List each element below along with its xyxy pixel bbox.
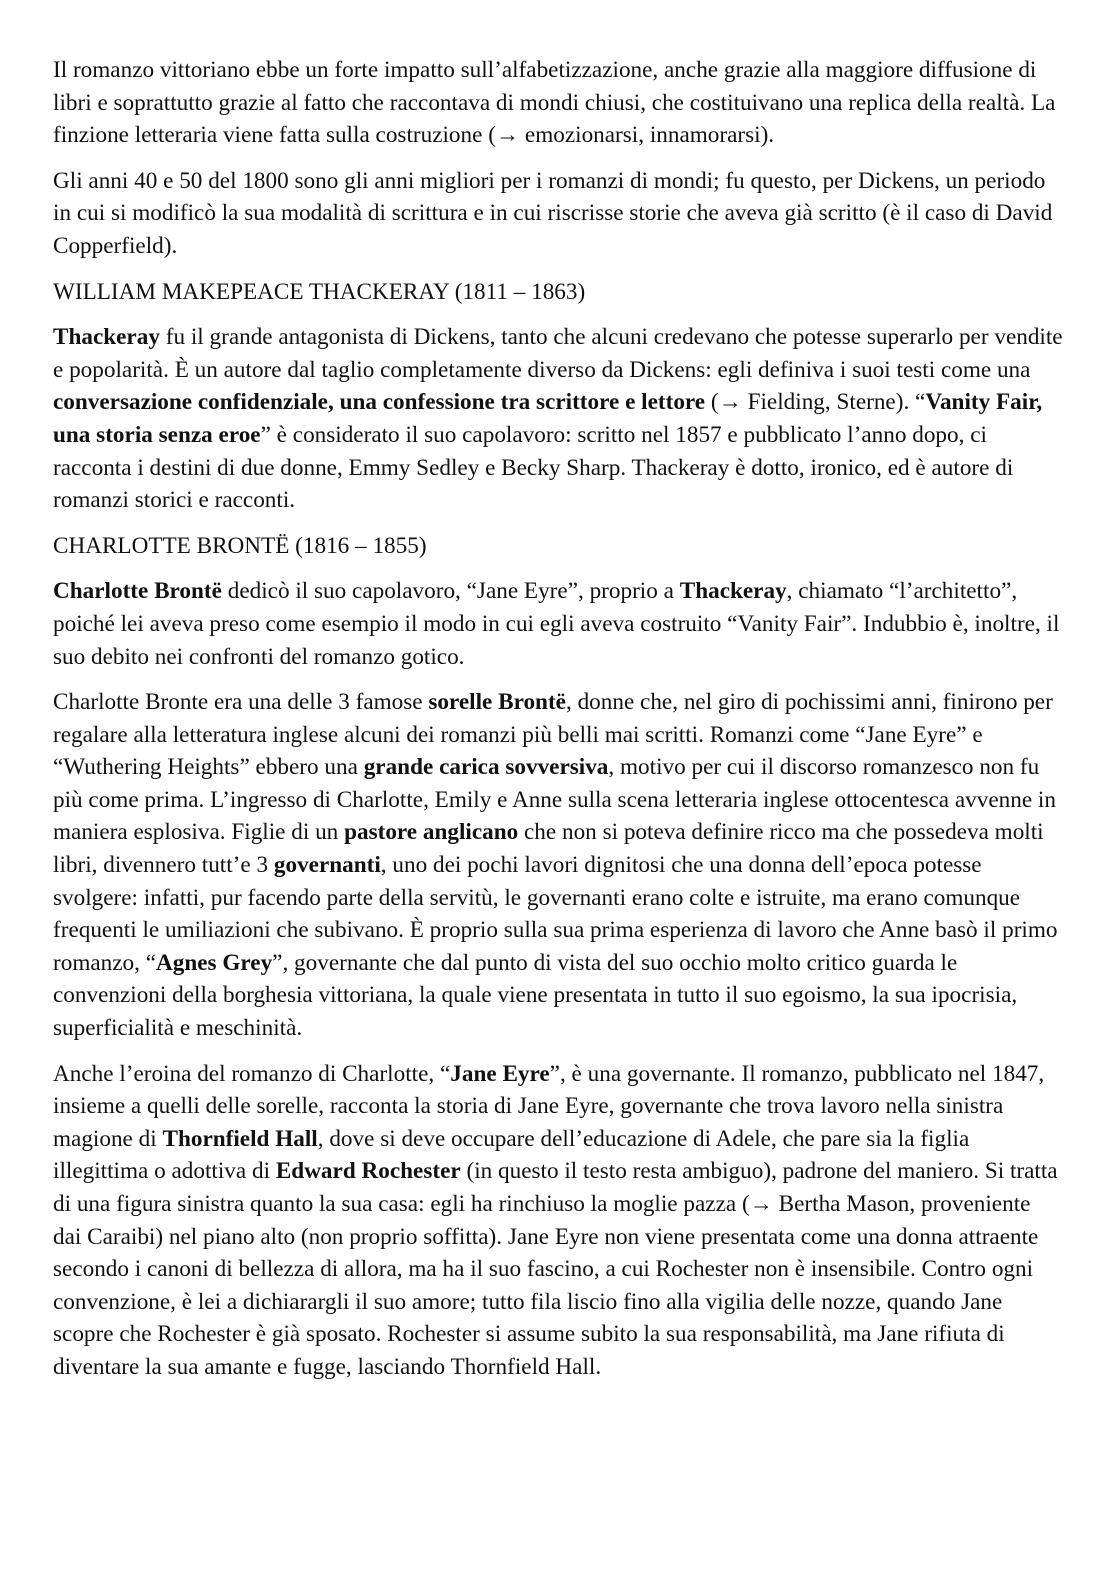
document-page [53, 54, 1063, 1397]
paragraph-dickens-period: Gli anni 40 e 50 del 1800 sono gli anni migliori per i romanzi di mondi; fu questo, per Dickens, un periodo in cui si modificò la sua modalità di scrittura e in cui riscrisse storie che aveva già scritto (è il caso di David Copperfield). [53, 167, 1053, 259]
paragraph-thackeray: Thackeray fu il grande antagonista di Dickens, tanto che alcuni credevano che potesse superarlo per vendite e popolarità. È un autore dal taglio completamente diverso da Dickens: egli definiva i suoi testi come una conversazione confidenziale, una confessione tra scrittore e lettore (→ Fielding, Sterne). “Vanity Fair, una storia senza eroe” è considerato il suo capolavoro: scritto nel 1857 e pubblicato l’anno dopo, ci racconta i destini di due donne, Emmy Sedley e Becky Sharp. Thackeray è dotto, ironico, ed è autore di romanzi storici e racconti. [53, 324, 1063, 514]
paragraph-bronte-sisters: Charlotte Bronte era una delle 3 famose sorelle Brontë, donne che, nel giro di pochissimi anni, finirono per regalare alla letteratura inglese alcuni dei romanzi più belli mai scritti. Romanzi come “Jane Eyre” e “Wuthering Heights” ebbero una grande carica sovversiva, motivo per cui il discorso romanzesco non fu più come prima. L’ingresso di Charlotte, Emily e Anne sulla scena letteraria inglese ottocentesca avvenne in maniera esplosiva. Figlie di un pastore anglicano che non si poteva definire ricco ma che possedeva molti libri, divennero tutt’e 3 governanti, uno dei pochi lavori dignitosi che una donna dell’epoca potesse svolgere: infatti, pur facendo parte della servitù, le governanti erano colte e istruite, ma erano comunque frequenti le umiliazioni che subivano. È proprio sulla sua prima esperienza di lavoro che Anne basò il primo romanzo, “Agnes Grey”, governante che dal punto di vista del suo occhio molto critico guarda le convenzioni della borghesia vittoriana, la quale viene presentata in tutto il suo egoismo, la sua ipocrisia, superficialità e meschinità. [53, 689, 1058, 1042]
paragraph-jane-eyre: Anche l’eroina del romanzo di Charlotte, “Jane Eyre”, è una governante. Il romanzo, pubblicato nel 1847, insieme a quelli delle sorelle, racconta la storia di Jane Eyre, governante che trova lavoro nella sinistra magione di Thornfield Hall, dove si deve occupare dell’educazione di Adele, che pare sia la figlia illegittima o adottiva di Edward Rochester (in questo il testo resta ambiguo), padrone del maniero. Si tratta di una figura sinistra quanto la sua casa: egli ha rinchiuso la moglie pazza (→ Bertha Mason, proveniente dai Caraibi) nel piano alto (non proprio soffitta). Jane Eyre non viene presentata come una donna attraente secondo i canoni di bellezza di allora, ma ha il suo fascino, a cui Rochester non è insensibile. Contro ogni convenzione, è lei a dichiarargli il suo amore; tutto fila liscio fino alla vigilia delle nozze, quando Jane scopre che Rochester è già sposato. Rochester si assume subito la sua responsabilità, ma Jane rifiuta di diventare la sua amante e fugge, lasciando Thornfield Hall. [53, 1060, 1058, 1380]
heading-bronte: CHARLOTTE BRONTË (1816 – 1855) [53, 532, 427, 559]
paragraph-victorian-novel: Il romanzo vittoriano ebbe un forte impatto sull’alfabetizzazione, anche grazie alla maggiore diffusione di libri e soprattutto grazie al fatto che raccontava di mondi chiusi, che costituivano una replica della realtà. La finzione letteraria viene fatta sulla costruzione (→ emozionarsi, innamorarsi). [53, 57, 1056, 149]
paragraph-bronte-dedication: Charlotte Brontë dedicò il suo capolavoro, “Jane Eyre”, proprio a Thackeray, chiamato “l’architetto”, poiché lei aveva preso come esempio il modo in cui egli aveva costruito “Vanity Fair”. Indubbio è, inoltre, il suo debito nei confronti del romanzo gotico. [53, 578, 1060, 670]
heading-thackeray: WILLIAM MAKEPEACE THACKERAY (1811 – 1863) [53, 278, 586, 305]
